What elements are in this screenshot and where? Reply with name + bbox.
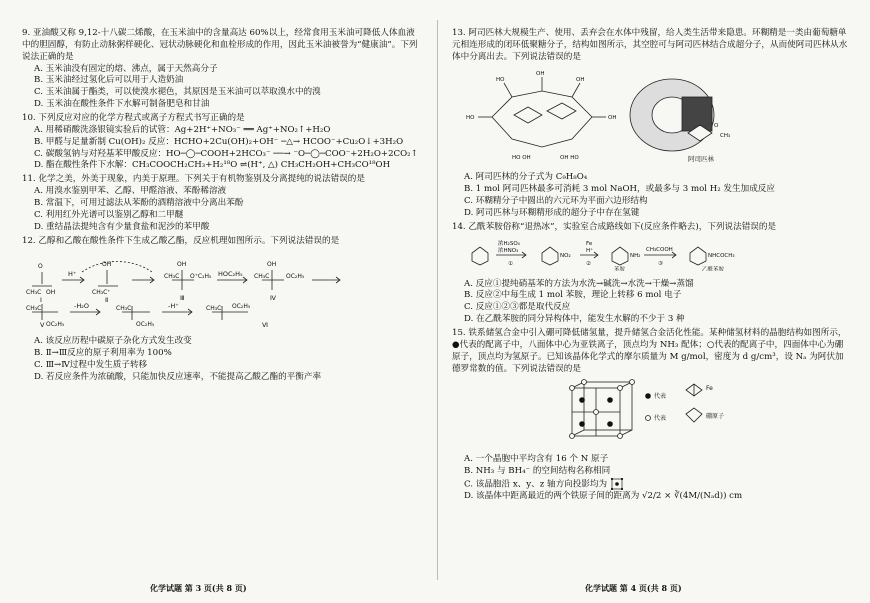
q14-option-d: D. 在乙酰苯胺的同分异构体中，能发生水解的不少于 3 种 bbox=[464, 314, 685, 325]
question-9 bbox=[22, 28, 422, 111]
svg-text:CH₃: CH₃ bbox=[720, 132, 731, 139]
svg-text:HO: HO bbox=[466, 114, 475, 121]
q13-option-a: A. 阿司匹林的分子式为 C₉H₈O₄ bbox=[464, 172, 588, 183]
svg-text:CH₃C: CH₃C bbox=[26, 289, 42, 297]
reagent-proton: H⁺ bbox=[68, 270, 77, 279]
svg-text:OH: OH bbox=[536, 70, 545, 77]
aspirin-label: 阿司匹林 bbox=[688, 154, 714, 163]
svg-text:CH₃C: CH₃C bbox=[164, 273, 180, 281]
svg-text:OH: OH bbox=[177, 261, 187, 269]
q15-option-b: B. NH₃ 与 BH₄⁻ 的空间结构名称相同 bbox=[464, 466, 611, 477]
svg-text:CH₃C: CH₃C bbox=[254, 273, 270, 281]
q14-stem: 14. 乙酰苯胺俗称“退热冰”，实验室合成路线如下(反应条件略去)，下列说法错误的是 bbox=[452, 221, 777, 232]
q10-option-b: B. 甲醛与足量新制 Cu(OH)₂ 反应：HCHO+2Cu(OH)₂+OH⁻ ─△→ HCOO⁻+Cu₂O↓+3H₂O bbox=[34, 136, 404, 147]
q9-option-a: A. 玉米油没有固定的熔、沸点，属于天然高分子 bbox=[34, 63, 218, 74]
svg-text:OH: OH bbox=[267, 261, 277, 269]
question-13 bbox=[452, 28, 848, 220]
q14-option-c: C. 反应①②③都是取代反应 bbox=[464, 302, 571, 313]
reagent-acid: H⁺ bbox=[586, 247, 594, 254]
reagent-acetic-acid: CH₃COOH bbox=[646, 246, 673, 253]
q12-option-b: B. Ⅱ→Ⅲ反应的原子利用率为 100% bbox=[34, 348, 172, 359]
reagent-conc-sulfuric: 浓H₂SO₄ bbox=[498, 240, 520, 247]
svg-text:OH: OH bbox=[46, 289, 56, 297]
q12-option-a: A. 该反应历程中碳原子杂化方式发生改变 bbox=[34, 336, 192, 347]
q13-option-d: D. 阿司匹林与环糊精形成的超分子中存在氢键 bbox=[464, 208, 640, 219]
q12-option-d: D. 若反应条件为浓硫酸，只能加快反应速率，不能提高乙酸乙酯的平衡产率 bbox=[34, 371, 322, 382]
legend-hollow-label: 代表 bbox=[654, 415, 667, 423]
svg-text:O⁺C₂H₅: O⁺C₂H₅ bbox=[190, 273, 212, 281]
esterification-mechanism-figure bbox=[22, 250, 352, 328]
right-column bbox=[452, 28, 848, 505]
q10-option-d: D. 酯在酸性条件下水解：CH₃COOCH₂CH₃+H₂¹⁸O ⇌(H⁺, △) CH₃CH₂OH+CH₃CO¹⁸OH bbox=[34, 160, 391, 171]
q9-option-d: D. 玉米油在酸性条件下水解可制备肥皂和甘油 bbox=[34, 99, 210, 110]
mechanism-label-vi: Ⅵ bbox=[262, 321, 268, 329]
q9-option-b: B. 玉米油经过氢化后可以用于人造奶油 bbox=[34, 75, 184, 86]
q9-option-c: C. 玉米油属于酯类，可以使溴水褪色，其原因是玉米油可以萃取溴水中的溴 bbox=[34, 87, 321, 98]
unit-cell-figure bbox=[452, 378, 752, 446]
q15-option-d: D. 该晶体中距离最近的两个铁原子间的距离为 √2/2 × ∛(4M/(Nₐd)) cm bbox=[464, 491, 743, 502]
q14-option-a: A. 反应①提纯硝基苯的方法为水洗→碱洗→水洗→干燥→蒸馏 bbox=[464, 278, 694, 289]
q11-option-c: C. 利用红外光谱可以鉴别乙醇和二甲醚 bbox=[34, 209, 184, 220]
svg-text:O: O bbox=[714, 122, 719, 129]
svg-text:NH₂: NH₂ bbox=[630, 252, 641, 259]
q12-stem: 12. 乙醇和乙酸在酸性条件下生成乙酸乙酯，反应机理如图所示。下列说法错误的是 bbox=[22, 235, 340, 246]
question-15 bbox=[452, 328, 848, 503]
q11-option-a: A. 用溴水鉴别甲苯、乙醇、甲醛溶液、苯酚稀溶液 bbox=[34, 186, 227, 197]
svg-text:CH₃C: CH₃C bbox=[26, 305, 42, 313]
step-1-label: ① bbox=[508, 260, 513, 267]
q13-option-b: B. 1 mol 阿司匹林最多可消耗 3 mol NaOH，或最多与 3 mol H₂ 发生加成反应 bbox=[464, 184, 775, 195]
svg-text:CH₃C: CH₃C bbox=[116, 305, 132, 313]
q11-stem: 11. 化学之美，外美于现象，内美于原理。下列关于有机物鉴别及分离提纯的说法错误的是 bbox=[22, 174, 365, 185]
svg-text:OH HO: OH HO bbox=[560, 154, 579, 161]
step-3-label: ③ bbox=[658, 260, 663, 267]
question-11 bbox=[22, 174, 422, 233]
acetanilide-synthesis-figure bbox=[452, 237, 752, 271]
q10-option-a: A. 用稀硝酸洗涤银镜实验后的试管：Ag+2H⁺+NO₃⁻ ══ Ag⁺+NO₂↑+H₂O bbox=[34, 124, 331, 135]
reagent-conc-nitric: 浓HNO₃ bbox=[498, 247, 519, 254]
svg-text:OC₂H₅: OC₂H₅ bbox=[286, 273, 305, 281]
q12-option-c: C. Ⅲ→Ⅳ过程中发生质子转移 bbox=[34, 360, 148, 371]
q14-option-b: B. 反应②中每生成 1 mol 苯胺，理论上转移 6 mol 电子 bbox=[464, 290, 682, 301]
svg-text:NO₂: NO₂ bbox=[560, 252, 571, 259]
svg-text:OC₂H₅: OC₂H₅ bbox=[136, 321, 155, 329]
footer-page-3: 化学试题 第 3 页(共 8 页) bbox=[150, 583, 247, 593]
footer-page-4: 化学试题 第 4 页(共 8 页) bbox=[585, 583, 682, 593]
mechanism-label-iii: Ⅲ bbox=[180, 294, 185, 303]
left-column bbox=[22, 28, 422, 386]
question-10 bbox=[22, 113, 422, 172]
q11-option-d: D. 重结晶法提纯含有少量食盐和泥沙的苯甲酸 bbox=[34, 221, 210, 232]
svg-text:O: O bbox=[38, 263, 43, 271]
q15-option-c-text: C. 该晶胞沿 x、y、z 轴方向投影均为 bbox=[464, 479, 608, 490]
mechanism-label-v: Ⅴ bbox=[40, 321, 45, 329]
svg-text:OC₂H₅: OC₂H₅ bbox=[46, 321, 65, 329]
reagent-minus-water: -H₂O bbox=[74, 302, 89, 311]
q10-option-c: C. 碳酸氢钠与对羟基苯甲酸反应：HO─◯─COOH+2HCO₃⁻ ──→ ⁻O─◯─COO⁻+2H₂O+2CO₂↑ bbox=[34, 148, 418, 159]
q15-option-a: A. 一个晶胞中平均含有 16 个 N 原子 bbox=[464, 454, 609, 465]
svg-text:OH: OH bbox=[608, 114, 617, 121]
mechanism-label-i: Ⅰ bbox=[40, 296, 42, 305]
question-12 bbox=[22, 236, 422, 384]
q10-stem: 10. 下列反应对应的化学方程式或离子方程式书写正确的是 bbox=[22, 113, 245, 124]
step-2-label: ② bbox=[586, 260, 591, 267]
question-14 bbox=[452, 222, 848, 326]
mechanism-label-ii: Ⅱ bbox=[105, 296, 109, 305]
reagent-ethanol: HOC₂H₅ bbox=[218, 270, 243, 279]
q11-option-b: B. 常温下，可用过滤法从苯酚的酒精溶液中分离出苯酚 bbox=[34, 198, 244, 209]
q15-stem: 15. 铁系储氢合金中引入硼可降低储氢量，提升储氢合金活化性能。某种储氢材料的晶胞结构如图所示，●代表的配离子中，八面体中心为亚铁离子，顶点均为 NH₃ 配体；○代表的配离子中，四面体中心为硼原子，顶点均为氢原子。已知该晶体化学式的摩尔质量为 M g/mol，密度为 d g/cm³，设 Nₐ 为阿伏加德罗常数的值。下列说法错误的是 bbox=[452, 328, 847, 374]
q15-option-c bbox=[452, 478, 848, 491]
q9-stem: 9. 亚油酸又称 9,12-十八碳二烯酸，在玉米油中的含量高达 60%以上，经常食用玉米油可降低人体血液中的胆固醇，有防止动脉粥样硬化、冠状动脉硬化和血栓形成的作用，因此玉米油被誉为“健康油”。下列说法正确的是 bbox=[22, 28, 418, 62]
legend-filled-label: 代表 bbox=[654, 393, 667, 401]
svg-text:NHCOCH₃: NHCOCH₃ bbox=[708, 252, 735, 259]
aniline-label: 苯胺 bbox=[614, 266, 626, 271]
legend-boron-label: 硼原子 bbox=[706, 413, 725, 421]
mechanism-label-iv: Ⅳ bbox=[270, 294, 276, 303]
legend-fe-label: Fe bbox=[706, 385, 713, 393]
svg-text:OC₂H₅: OC₂H₅ bbox=[232, 303, 251, 311]
cyclodextrin-figure bbox=[452, 67, 752, 165]
reagent-iron: Fe bbox=[586, 240, 593, 247]
svg-text:HO OH: HO OH bbox=[512, 154, 531, 161]
acetanilide-label: 乙酰苯胺 bbox=[702, 266, 725, 271]
svg-text:HO: HO bbox=[496, 76, 505, 83]
svg-text:OH: OH bbox=[576, 76, 585, 83]
projection-icon bbox=[610, 478, 632, 490]
reagent-minus-proton: -H⁺ bbox=[168, 302, 179, 311]
svg-text:CH₃C⁺: CH₃C⁺ bbox=[92, 289, 111, 297]
svg-text:OH: OH bbox=[102, 261, 112, 269]
q13-option-c: C. 环糊精分子中圆出的六元环为平面六边形结构 bbox=[464, 196, 648, 207]
column-divider bbox=[437, 20, 438, 580]
q13-stem: 13. 阿司匹林大规模生产、使用、丢弃会在水体中残留，给人类生活带来隐患。环糊精是一类由葡萄糖单元相连形成的闭环低聚糖分子，结构如图所示，其空腔可与阿司匹林结合成超分子，从而使阿司匹林从水体中分离出去。下列说法错误的是 bbox=[452, 28, 848, 62]
svg-text:CH₃C: CH₃C bbox=[206, 305, 222, 313]
